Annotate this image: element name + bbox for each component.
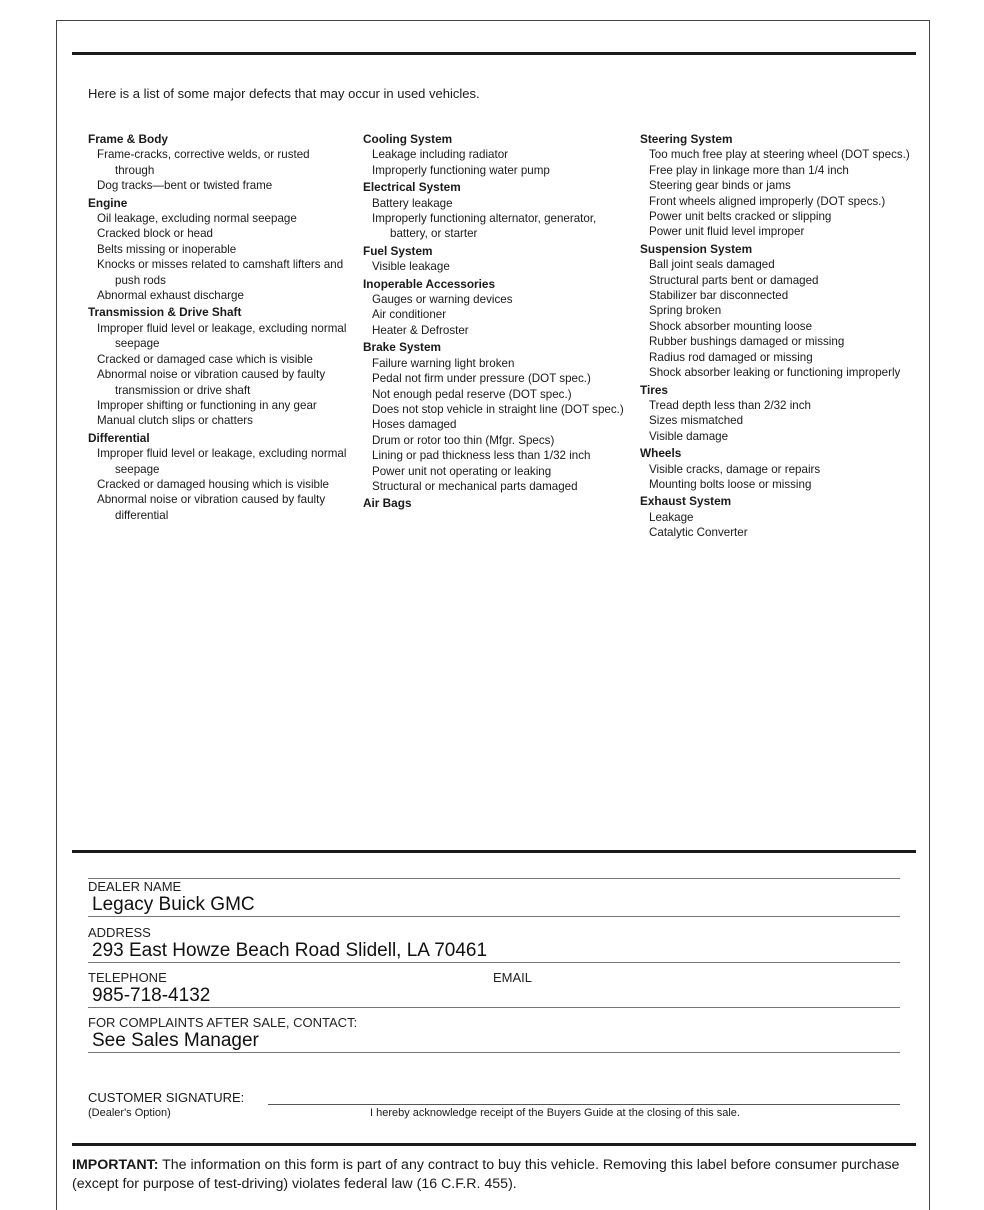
defect-item: Gauges or warning devices bbox=[372, 293, 513, 307]
defect-section-title: Brake System bbox=[363, 340, 442, 355]
defect-item: Visible damage bbox=[649, 429, 729, 443]
defect-item: Oil leakage, excluding normal seepage bbox=[97, 212, 297, 226]
defect-item: Air conditioner bbox=[372, 308, 447, 322]
defect-item: Cracked or damaged case which is visible bbox=[97, 352, 313, 366]
signature-line[interactable] bbox=[268, 1104, 900, 1105]
defect-section bbox=[88, 305, 350, 428]
dealer-name-field bbox=[88, 878, 900, 917]
defects-column-2 bbox=[363, 132, 625, 514]
dealer-name-value: Legacy Buick GMC bbox=[88, 894, 900, 917]
dealer-top-rule bbox=[72, 850, 916, 853]
signature-label: CUSTOMER SIGNATURE: bbox=[88, 1090, 245, 1105]
signature-notes bbox=[88, 1107, 900, 1119]
defect-item: Leakage including radiator bbox=[372, 148, 509, 162]
important-text: The information on this form is part of any contract to buy this vehicle. Removing this label before consumer purchase (except for purpose of test-driving) violates federal law (16 C.F.R. 455). bbox=[72, 1157, 900, 1192]
defect-section-title: Tires bbox=[640, 382, 668, 397]
defect-item: Knocks or misses related to camshaft lifters and push rods bbox=[97, 258, 344, 287]
defect-item: Frame-cracks, corrective welds, or rusted through bbox=[97, 148, 310, 177]
acknowledge-text: I hereby acknowledge receipt of the Buyers Guide at the closing of this sale. bbox=[370, 1107, 740, 1119]
defect-item: Abnormal exhaust discharge bbox=[97, 289, 244, 303]
defect-item: Abnormal noise or vibration caused by faulty differential bbox=[97, 493, 326, 522]
important-label: IMPORTANT: bbox=[72, 1157, 159, 1173]
address-field bbox=[88, 925, 900, 963]
address-value: 293 East Howze Beach Road Slidell, LA 70461 bbox=[88, 940, 900, 963]
defect-item: Steering gear binds or jams bbox=[649, 179, 791, 193]
defect-item: Cracked block or head bbox=[97, 227, 213, 241]
defect-section bbox=[363, 340, 625, 494]
defect-item: Power unit fluid level improper bbox=[649, 225, 805, 239]
defect-section bbox=[363, 244, 625, 275]
defect-item: Improperly functioning alternator, generator, battery, or starter bbox=[372, 212, 597, 241]
defect-item: Shock absorber leaking or functioning improperly bbox=[649, 366, 901, 380]
defect-item: Structural or mechanical parts damaged bbox=[372, 479, 578, 493]
defect-section-title: Suspension System bbox=[640, 241, 753, 256]
defect-section-title: Fuel System bbox=[363, 243, 433, 258]
defect-item: Rubber bushings damaged or missing bbox=[649, 335, 845, 349]
defect-section-title: Engine bbox=[88, 195, 128, 210]
defect-item: Hoses damaged bbox=[372, 418, 457, 432]
defect-item: Spring broken bbox=[649, 304, 722, 318]
defect-section bbox=[88, 196, 350, 304]
defect-item: Power unit not operating or leaking bbox=[372, 464, 552, 478]
defect-item: Ball joint seals damaged bbox=[649, 258, 775, 272]
defect-item: Dog tracks—bent or twisted frame bbox=[97, 179, 273, 193]
defect-item: Too much free play at steering wheel (DOT specs.) bbox=[649, 148, 910, 162]
defect-section-title: Frame & Body bbox=[88, 132, 168, 146]
defect-item: Structural parts bent or damaged bbox=[649, 273, 819, 287]
defect-item: Failure warning light broken bbox=[372, 356, 515, 370]
defect-section-title: Cooling System bbox=[363, 132, 453, 146]
intro-text: Here is a list of some major defects that may occur in used vehicles. bbox=[88, 86, 480, 101]
signature-row bbox=[88, 1090, 900, 1105]
telephone-label: TELEPHONE bbox=[88, 970, 167, 985]
defect-item: Belts missing or inoperable bbox=[97, 242, 237, 256]
defect-item: Abnormal noise or vibration caused by faulty transmission or drive shaft bbox=[97, 368, 326, 397]
defect-section-title: Inoperable Accessories bbox=[363, 276, 496, 291]
defect-item: Free play in linkage more than 1/4 inch bbox=[649, 163, 849, 177]
defect-section bbox=[88, 132, 350, 194]
defect-item: Front wheels aligned improperly (DOT specs.) bbox=[649, 194, 886, 208]
defect-section bbox=[363, 496, 625, 511]
defect-item: Not enough pedal reserve (DOT spec.) bbox=[372, 387, 572, 401]
defect-item: Catalytic Converter bbox=[649, 526, 748, 540]
top-rule bbox=[72, 52, 916, 55]
important-notice bbox=[72, 1156, 916, 1194]
defect-item: Improper fluid level or leakage, excluding normal seepage bbox=[97, 321, 347, 351]
defect-item: Improperly functioning water pump bbox=[372, 163, 550, 177]
defect-section bbox=[363, 132, 625, 178]
email-label: EMAIL bbox=[493, 970, 533, 985]
dealer-option-text: (Dealer's Option) bbox=[88, 1107, 171, 1119]
telephone-field bbox=[88, 970, 900, 1008]
defect-item: Visible leakage bbox=[372, 260, 450, 274]
defect-item: Radius rod damaged or missing bbox=[649, 350, 813, 364]
defect-item: Lining or pad thickness less than 1/32 inch bbox=[372, 449, 591, 463]
defect-section-title: Air Bags bbox=[363, 496, 412, 511]
defects-column-3 bbox=[640, 132, 910, 543]
defect-item: Leakage bbox=[649, 510, 694, 524]
defect-section-title: Exhaust System bbox=[640, 494, 732, 509]
defect-section-title: Differential bbox=[88, 430, 150, 445]
defect-item: Manual clutch slips or chatters bbox=[97, 414, 253, 428]
complaints-value: See Sales Manager bbox=[88, 1030, 900, 1053]
complaints-label: FOR COMPLAINTS AFTER SALE, CONTACT: bbox=[88, 1015, 358, 1030]
dealer-name-label: DEALER NAME bbox=[88, 879, 182, 894]
defect-section-title: Steering System bbox=[640, 132, 733, 146]
defect-section bbox=[640, 242, 910, 381]
defect-item: Improper shifting or functioning in any gear bbox=[97, 398, 317, 412]
defect-item: Shock absorber mounting loose bbox=[649, 319, 813, 333]
telephone-value: 985-718-4132 bbox=[88, 985, 900, 1008]
defect-item: Tread depth less than 2/32 inch bbox=[649, 398, 811, 412]
defect-item: Power unit belts cracked or slipping bbox=[649, 210, 832, 224]
defect-item: Does not stop vehicle in straight line (DOT spec.) bbox=[372, 402, 624, 416]
defect-section bbox=[640, 446, 910, 492]
defect-section-title: Electrical System bbox=[363, 180, 461, 195]
defect-section bbox=[640, 383, 910, 445]
defect-item: Mounting bolts loose or missing bbox=[649, 477, 812, 491]
defect-section bbox=[363, 277, 625, 339]
defect-item: Heater & Defroster bbox=[372, 323, 469, 337]
defects-column-1 bbox=[88, 132, 350, 525]
defect-section bbox=[640, 132, 910, 240]
defect-item: Visible cracks, damage or repairs bbox=[649, 462, 821, 476]
defect-item: Cracked or damaged housing which is visible bbox=[97, 477, 329, 491]
important-rule bbox=[72, 1143, 916, 1146]
defect-item: Pedal not firm under pressure (DOT spec.) bbox=[372, 372, 591, 386]
defect-section bbox=[88, 431, 350, 523]
defect-item: Sizes mismatched bbox=[649, 414, 744, 428]
defect-item: Improper fluid level or leakage, excluding normal seepage bbox=[97, 447, 347, 476]
defect-section bbox=[363, 180, 625, 242]
defect-item: Stabilizer bar disconnected bbox=[649, 289, 789, 303]
defect-item: Drum or rotor too thin (Mfgr. Specs) bbox=[372, 433, 555, 447]
complaints-field bbox=[88, 1015, 900, 1053]
address-label: ADDRESS bbox=[88, 925, 151, 940]
defect-item: Battery leakage bbox=[372, 196, 453, 210]
defect-section-title: Transmission & Drive Shaft bbox=[88, 305, 242, 320]
defect-section-title: Wheels bbox=[640, 446, 682, 461]
defect-section bbox=[640, 494, 910, 540]
